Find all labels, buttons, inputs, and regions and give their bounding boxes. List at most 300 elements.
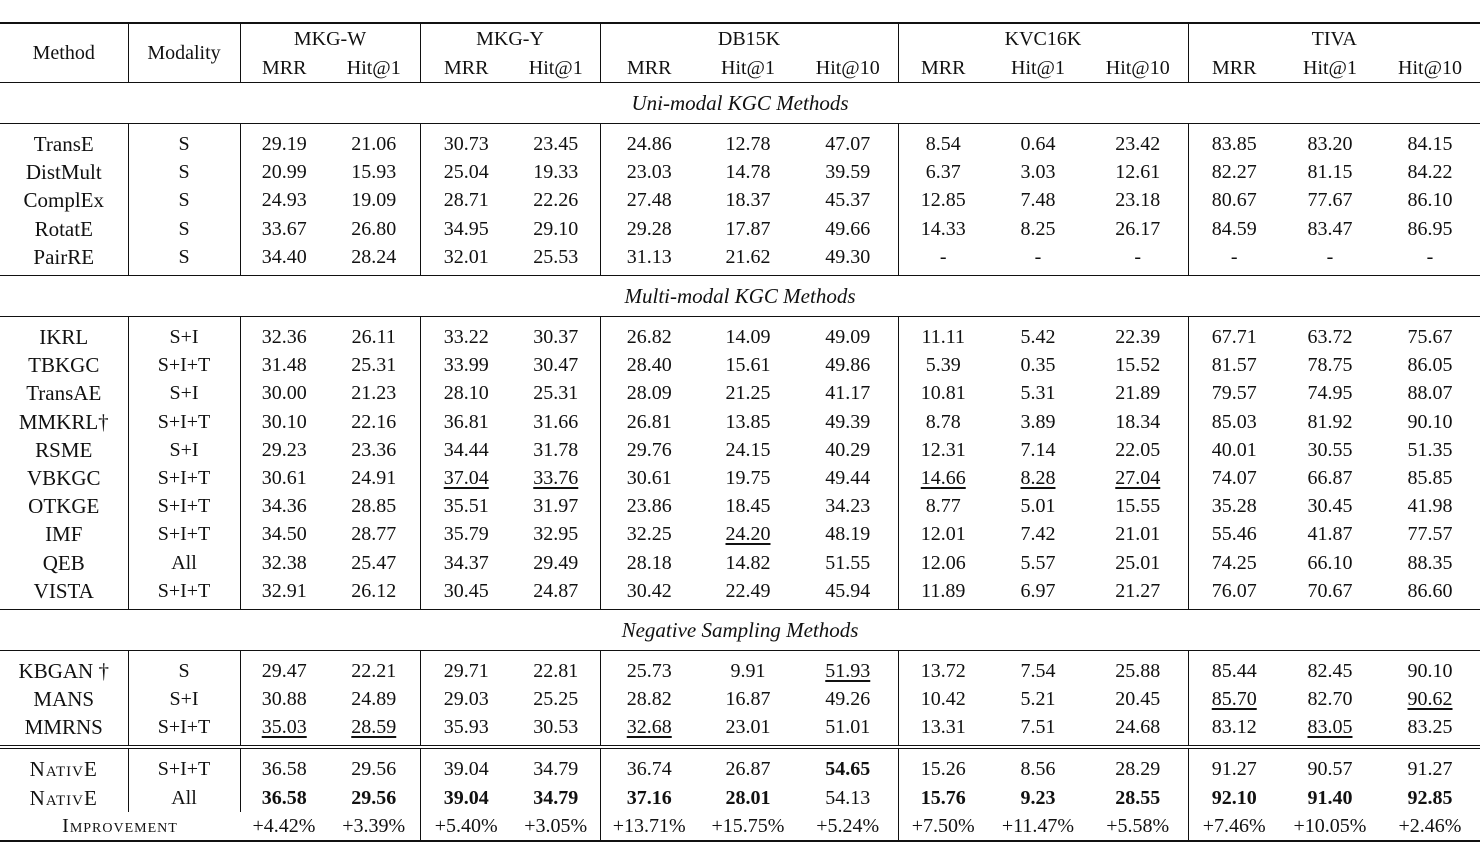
value-cell-text: 0.64	[1020, 133, 1056, 156]
value-cell	[988, 685, 1088, 713]
modality-cell: S	[128, 650, 240, 685]
value-cell	[798, 492, 898, 520]
value-cell-text: 67.71	[1211, 326, 1257, 349]
value-cell-text: +13.71%	[612, 814, 686, 837]
value-cell	[512, 351, 600, 379]
value-cell	[600, 577, 698, 610]
value-cell	[1380, 685, 1480, 713]
value-cell	[798, 577, 898, 610]
value-cell-text: 20.99	[261, 161, 307, 184]
value-cell-text: 18.37	[725, 189, 771, 212]
value-cell-text: 84.15	[1407, 133, 1453, 156]
value-cell	[1380, 548, 1480, 576]
value-cell	[1188, 124, 1280, 159]
value-cell-text: 24.68	[1115, 716, 1161, 739]
value-cell-text: 36.81	[443, 410, 489, 433]
header-metric: Hit@1	[988, 54, 1088, 83]
value-cell	[1188, 158, 1280, 186]
value-cell	[420, 492, 512, 520]
value-cell-text: 49.30	[825, 245, 871, 268]
value-cell	[420, 577, 512, 610]
value-cell	[1280, 685, 1380, 713]
value-cell-text: 76.07	[1211, 579, 1257, 602]
value-cell-text: 28.10	[443, 382, 489, 405]
value-cell-text: 49.39	[825, 410, 871, 433]
value-cell	[988, 812, 1088, 841]
value-cell	[698, 316, 798, 351]
table-body	[0, 83, 1480, 841]
value-cell	[512, 379, 600, 407]
value-cell-text: 90.62	[1407, 688, 1453, 711]
value-cell	[798, 351, 898, 379]
value-cell-text: 5.39	[925, 354, 961, 377]
value-cell-text: 12.61	[1115, 161, 1161, 184]
value-cell-text: 28.85	[351, 495, 397, 518]
value-cell	[1280, 747, 1380, 783]
value-cell-text: 35.51	[443, 495, 489, 518]
value-cell	[328, 316, 420, 351]
value-cell	[698, 186, 798, 214]
value-cell-text: 14.78	[725, 161, 771, 184]
table-row	[0, 124, 1480, 159]
value-cell-text: 22.16	[351, 410, 397, 433]
header-metric: MRR	[240, 54, 328, 83]
value-cell-text: 92.85	[1407, 786, 1453, 809]
table-row	[0, 436, 1480, 464]
value-cell-text: 49.26	[825, 688, 871, 711]
value-cell	[988, 464, 1088, 492]
value-cell-text: 23.01	[725, 716, 771, 739]
value-cell-text: 23.45	[533, 133, 579, 156]
value-cell-text: 82.27	[1211, 161, 1257, 184]
value-cell-text: 49.09	[825, 326, 871, 349]
value-cell	[698, 379, 798, 407]
value-cell	[698, 243, 798, 276]
value-cell	[1188, 464, 1280, 492]
value-cell	[698, 436, 798, 464]
modality-cell: All	[128, 784, 240, 812]
value-cell-text: 26.11	[351, 326, 396, 349]
table-row	[0, 243, 1480, 276]
value-cell-text: 55.46	[1211, 523, 1257, 546]
value-cell	[1188, 747, 1280, 783]
value-cell	[600, 351, 698, 379]
value-cell-text: 82.45	[1307, 659, 1353, 682]
value-cell	[698, 685, 798, 713]
value-cell-text: 27.04	[1115, 466, 1161, 489]
value-cell	[988, 243, 1088, 276]
value-cell	[988, 548, 1088, 576]
value-cell	[600, 685, 698, 713]
value-cell-text: 90.57	[1307, 758, 1353, 781]
value-cell	[420, 520, 512, 548]
value-cell	[898, 124, 988, 159]
value-cell	[898, 650, 988, 685]
table-row	[0, 784, 1480, 812]
value-cell-text: 90.10	[1407, 659, 1453, 682]
value-cell	[240, 650, 328, 685]
value-cell	[1380, 812, 1480, 841]
value-cell	[988, 784, 1088, 812]
value-cell-text: 13.72	[920, 659, 966, 682]
value-cell	[420, 186, 512, 214]
table-row	[0, 215, 1480, 243]
value-cell-text: 7.14	[1020, 438, 1056, 461]
value-cell-text: 35.28	[1211, 495, 1257, 518]
value-cell	[512, 747, 600, 783]
value-cell-text: 47.07	[825, 133, 871, 156]
value-cell-text: 29.76	[626, 438, 672, 461]
value-cell	[1188, 215, 1280, 243]
value-cell	[1188, 492, 1280, 520]
value-cell	[1380, 520, 1480, 548]
value-cell	[698, 351, 798, 379]
value-cell	[898, 408, 988, 436]
value-cell-text: 22.81	[533, 659, 579, 682]
value-cell-text: 79.57	[1211, 382, 1257, 405]
value-cell-text: 25.04	[443, 161, 489, 184]
value-cell-text: 7.51	[1020, 716, 1056, 739]
value-cell-text: 66.10	[1307, 551, 1353, 574]
value-cell-text: 33.67	[261, 217, 307, 240]
value-cell-text: 49.44	[825, 466, 871, 489]
method-cell: MMRNS	[0, 713, 128, 747]
value-cell	[600, 158, 698, 186]
value-cell	[1088, 650, 1188, 685]
value-cell-text: 32.38	[261, 551, 307, 574]
header-metric: MRR	[600, 54, 698, 83]
value-cell	[240, 685, 328, 713]
value-cell	[988, 379, 1088, 407]
value-cell	[988, 124, 1088, 159]
value-cell	[798, 408, 898, 436]
section-header-row	[0, 83, 1480, 124]
section-title: Uni-modal KGC Methods	[0, 83, 1480, 124]
value-cell	[1380, 316, 1480, 351]
value-cell	[512, 685, 600, 713]
modality-cell: S+I+T	[128, 747, 240, 783]
value-cell	[698, 784, 798, 812]
value-cell	[420, 685, 512, 713]
value-cell	[512, 492, 600, 520]
value-cell-text: 25.88	[1115, 659, 1161, 682]
value-cell-text: 36.58	[261, 786, 307, 809]
value-cell-text: 5.42	[1020, 326, 1056, 349]
value-cell-text: 24.86	[626, 133, 672, 156]
value-cell	[420, 408, 512, 436]
value-cell	[988, 186, 1088, 214]
value-cell	[328, 784, 420, 812]
header-dataset: TIVA	[1188, 23, 1480, 54]
value-cell-text: -	[1134, 245, 1142, 268]
value-cell-text: 30.61	[626, 466, 672, 489]
value-cell	[420, 747, 512, 783]
value-cell	[898, 520, 988, 548]
value-cell	[988, 713, 1088, 747]
method-cell: ComplEx	[23, 188, 104, 213]
value-cell-text: 31.66	[533, 410, 579, 433]
value-cell-text: 0.35	[1020, 354, 1056, 377]
value-cell	[1380, 408, 1480, 436]
value-cell-text: 8.77	[925, 495, 961, 518]
value-cell-text: 29.28	[626, 217, 672, 240]
value-cell-text: 7.54	[1020, 659, 1056, 682]
value-cell	[898, 713, 988, 747]
value-cell	[328, 747, 420, 783]
value-cell	[1088, 186, 1188, 214]
value-cell-text: 34.44	[443, 438, 489, 461]
value-cell-text: 41.87	[1307, 523, 1353, 546]
value-cell	[420, 650, 512, 685]
value-cell	[1380, 713, 1480, 747]
value-cell-text: 30.45	[443, 579, 489, 602]
value-cell	[988, 577, 1088, 610]
value-cell-text: 40.01	[1211, 438, 1257, 461]
modality-cell: S+I	[128, 379, 240, 407]
value-cell	[898, 747, 988, 783]
value-cell-text: 54.13	[825, 786, 871, 809]
value-cell	[600, 379, 698, 407]
modality-cell: S	[128, 124, 240, 159]
value-cell	[1188, 685, 1280, 713]
value-cell-text: 83.85	[1211, 133, 1257, 156]
value-cell	[512, 812, 600, 841]
value-cell-text: 14.82	[725, 551, 771, 574]
value-cell-text: 19.33	[533, 161, 579, 184]
value-cell-text: 15.55	[1115, 495, 1161, 518]
value-cell	[1188, 408, 1280, 436]
value-cell-text: 28.77	[351, 523, 397, 546]
value-cell	[1188, 351, 1280, 379]
value-cell-text: 91.27	[1211, 758, 1257, 781]
value-cell	[798, 464, 898, 492]
value-cell	[798, 436, 898, 464]
value-cell-text: 30.53	[533, 716, 579, 739]
value-cell	[240, 243, 328, 276]
value-cell-text: 33.76	[533, 466, 579, 489]
value-cell	[798, 747, 898, 783]
value-cell	[1088, 812, 1188, 841]
value-cell-text: 8.78	[925, 410, 961, 433]
value-cell-text: 63.72	[1307, 326, 1353, 349]
value-cell	[512, 577, 600, 610]
value-cell-text: 32.68	[626, 716, 672, 739]
value-cell	[420, 548, 512, 576]
table-row	[0, 747, 1480, 783]
value-cell	[698, 464, 798, 492]
value-cell	[698, 408, 798, 436]
value-cell	[798, 784, 898, 812]
value-cell-text: 14.66	[920, 466, 966, 489]
value-cell-text: 8.28	[1020, 466, 1056, 489]
value-cell-text: 28.29	[1115, 758, 1161, 781]
value-cell	[420, 158, 512, 186]
value-cell	[600, 408, 698, 436]
value-cell-text: 22.26	[533, 189, 579, 212]
value-cell-text: 83.05	[1307, 716, 1353, 739]
value-cell-text: 19.09	[351, 189, 397, 212]
value-cell-text: 15.61	[725, 354, 771, 377]
value-cell-text: 15.26	[920, 758, 966, 781]
modality-cell: S+I+T	[128, 713, 240, 747]
value-cell-text: 74.95	[1307, 382, 1353, 405]
value-cell	[1188, 577, 1280, 610]
value-cell-text: 28.59	[351, 716, 397, 739]
value-cell	[898, 784, 988, 812]
value-cell	[328, 351, 420, 379]
value-cell	[328, 520, 420, 548]
value-cell	[600, 747, 698, 783]
value-cell-text: 81.92	[1307, 410, 1353, 433]
value-cell	[420, 215, 512, 243]
value-cell-text: 35.93	[443, 716, 489, 739]
value-cell	[988, 436, 1088, 464]
value-cell	[798, 243, 898, 276]
value-cell	[512, 124, 600, 159]
section-title: Negative Sampling Methods	[0, 609, 1480, 650]
value-cell	[600, 464, 698, 492]
results-table	[0, 22, 1480, 842]
value-cell	[240, 784, 328, 812]
value-cell-text: 85.70	[1211, 688, 1257, 711]
value-cell	[1188, 713, 1280, 747]
value-cell	[1280, 436, 1380, 464]
value-cell	[1188, 379, 1280, 407]
value-cell-text: 5.21	[1020, 688, 1056, 711]
value-cell	[512, 316, 600, 351]
value-cell-text: 8.25	[1020, 217, 1056, 240]
value-cell-text: 22.49	[725, 579, 771, 602]
value-cell	[600, 650, 698, 685]
value-cell-text: 5.01	[1020, 495, 1056, 518]
value-cell	[600, 492, 698, 520]
header-metric: MRR	[420, 54, 512, 83]
value-cell-text: 83.20	[1307, 133, 1353, 156]
value-cell-text: 14.09	[725, 326, 771, 349]
value-cell-text: 39.04	[443, 786, 489, 809]
value-cell-text: 18.34	[1115, 410, 1161, 433]
value-cell	[240, 158, 328, 186]
value-cell-text: +4.42%	[252, 814, 316, 837]
value-cell	[1088, 379, 1188, 407]
value-cell-text: 7.42	[1020, 523, 1056, 546]
table-row	[0, 520, 1480, 548]
value-cell-text: 51.55	[825, 551, 871, 574]
value-cell-text: 34.23	[825, 495, 871, 518]
value-cell	[420, 784, 512, 812]
value-cell	[1280, 158, 1380, 186]
value-cell	[988, 747, 1088, 783]
method-cell: RSME	[35, 437, 93, 462]
value-cell-text: -	[1034, 245, 1042, 268]
value-cell	[798, 520, 898, 548]
value-cell	[240, 408, 328, 436]
value-cell	[328, 379, 420, 407]
value-cell	[328, 577, 420, 610]
value-cell-text: 34.79	[533, 786, 579, 809]
value-cell-text: 10.42	[920, 688, 966, 711]
value-cell-text: 3.03	[1020, 161, 1056, 184]
value-cell	[328, 812, 420, 841]
value-cell	[1088, 408, 1188, 436]
value-cell-text: 11.11	[921, 326, 965, 349]
value-cell	[1380, 650, 1480, 685]
method-cell: PairRE	[0, 243, 128, 276]
value-cell-text: 31.13	[626, 245, 672, 268]
value-cell-text: 75.67	[1407, 326, 1453, 349]
value-cell-text: 85.03	[1211, 410, 1257, 433]
section-header-row	[0, 609, 1480, 650]
value-cell	[698, 747, 798, 783]
value-cell	[328, 685, 420, 713]
value-cell	[798, 548, 898, 576]
value-cell-text: 31.78	[533, 438, 579, 461]
value-cell-text: 8.56	[1020, 758, 1056, 781]
value-cell	[240, 316, 328, 351]
value-cell	[1280, 492, 1380, 520]
value-cell	[798, 685, 898, 713]
value-cell-text: 31.97	[533, 495, 579, 518]
value-cell-text: 77.57	[1407, 523, 1453, 546]
value-cell-text: 34.79	[533, 758, 579, 781]
value-cell-text: 6.97	[1020, 579, 1056, 602]
value-cell-text: 82.70	[1307, 688, 1353, 711]
value-cell	[240, 124, 328, 159]
value-cell-text: 45.94	[825, 579, 871, 602]
value-cell-text: 15.52	[1115, 354, 1161, 377]
modality-cell: S	[128, 158, 240, 186]
value-cell	[1280, 713, 1380, 747]
value-cell-text: 24.15	[725, 438, 771, 461]
value-cell-text: 22.05	[1115, 438, 1161, 461]
value-cell-text: 90.10	[1407, 410, 1453, 433]
value-cell-text: 30.73	[443, 133, 489, 156]
value-cell-text: 29.56	[351, 786, 397, 809]
value-cell	[420, 124, 512, 159]
value-cell-text: 41.17	[825, 382, 871, 405]
value-cell-text: 22.39	[1115, 326, 1161, 349]
value-cell-text: 23.42	[1115, 133, 1161, 156]
value-cell	[1280, 316, 1380, 351]
value-cell	[1088, 520, 1188, 548]
method-cell: Improvement	[0, 812, 240, 841]
value-cell-text: 92.10	[1211, 786, 1257, 809]
value-cell-text: 30.00	[261, 382, 307, 405]
value-cell-text: 25.73	[626, 659, 672, 682]
value-cell-text: 26.17	[1115, 217, 1161, 240]
value-cell	[1380, 124, 1480, 159]
value-cell-text: 23.18	[1115, 189, 1161, 212]
value-cell	[798, 650, 898, 685]
header-metric: Hit@10	[1380, 54, 1480, 83]
value-cell-text: 30.55	[1307, 438, 1353, 461]
value-cell	[898, 379, 988, 407]
value-cell	[988, 215, 1088, 243]
method-cell: MANS	[33, 687, 95, 712]
value-cell-text: 3.89	[1020, 410, 1056, 433]
value-cell	[420, 436, 512, 464]
value-cell	[1380, 186, 1480, 214]
value-cell	[1088, 124, 1188, 159]
header-metric: Hit@10	[798, 54, 898, 83]
value-cell-text: 28.40	[626, 354, 672, 377]
value-cell-text: 34.40	[261, 245, 307, 268]
value-cell-text: 24.89	[351, 688, 397, 711]
value-cell	[1188, 812, 1280, 841]
value-cell	[798, 124, 898, 159]
value-cell	[898, 351, 988, 379]
value-cell-text: 84.22	[1407, 161, 1453, 184]
